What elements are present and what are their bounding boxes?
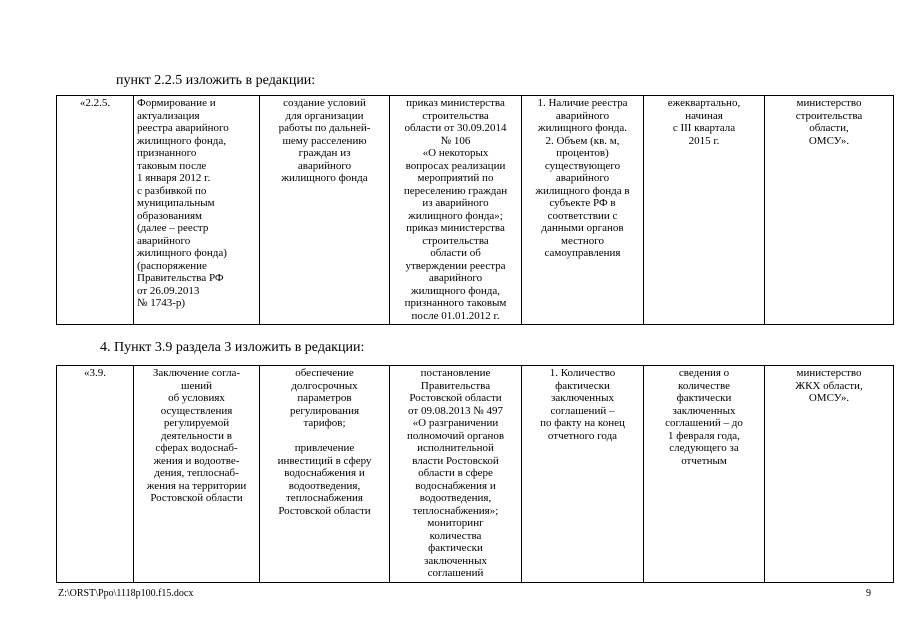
footer-file-path: Z:\ORST\Ppo\1118p100.f15.docx bbox=[58, 588, 194, 599]
section-heading-2-2-5: пункт 2.2.5 изложить в редакции: bbox=[116, 73, 316, 88]
responsible-cell: министерство ЖКХ области, ОМСУ». bbox=[765, 366, 894, 583]
table-row bbox=[57, 366, 894, 583]
indicator-cell: 1. Наличие реестра аварийного жилищного фонда. 2. Объем (кв. м, процентов) существующего аварийного жилищного фонда в субъекте РФ в соответствии с данными органов местного самоуправления bbox=[522, 96, 644, 325]
goal-cell: обеспечение долгосрочных параметров регулирования тарифов; привлечение инвестиций в сферу водоснабжения и водоотведения, теплоснабжения Ростовской области bbox=[260, 366, 390, 583]
deadline-cell: сведения о количестве фактически заключенных соглашений – до 1 февраля года, следующего за отчетным bbox=[644, 366, 765, 583]
item-number-cell: «2.2.5. bbox=[57, 96, 134, 325]
footer-page-number: 9 bbox=[866, 588, 871, 599]
table-item-2-2-5 bbox=[56, 95, 894, 325]
deadline-cell: ежеквартально, начиная с III квартала 2015 г. bbox=[644, 96, 765, 325]
table-row bbox=[57, 96, 894, 325]
measure-cell: Формирование и актуализация реестра аварийного жилищного фонда, признанного таковым после 1 января 2012 г. с разбивкой по муниципальным образованиям (далее – реестр аварийного жилищного фонда) (распоряжение Правительства РФ от 26.09.2013 № 1743-р) bbox=[134, 96, 260, 325]
legal-basis-cell: приказ министерства строительства области от 30.09.2014 № 106 «О некоторых вопросах реализации мероприятий по переселению граждан из аварийного жилищного фонда»; приказ министерства строительства области об утверждении реестра аварийного жилищного фонда, признанного таковым после 01.01.2012 г. bbox=[390, 96, 522, 325]
section-heading-3-9: 4. Пункт 3.9 раздела 3 изложить в редакции: bbox=[100, 340, 365, 355]
goal-cell: создание условий для организации работы по дальней- шему расселению граждан из аварийного жилищного фонда bbox=[260, 96, 390, 325]
legal-basis-cell: постановление Правительства Ростовской области от 09.08.2013 № 497 «О разграничении полномочий органов исполнительной власти Ростовской области в сфере водоснабжения и водоотведения, теплоснабжения»; мониторинг количества фактически заключенных соглашений bbox=[390, 366, 522, 583]
item-number-cell: «3.9. bbox=[57, 366, 134, 583]
indicator-cell: 1. Количество фактически заключенных соглашений – по факту на конец отчетного года bbox=[522, 366, 644, 583]
table-item-3-9 bbox=[56, 365, 894, 583]
responsible-cell: министерство строительства области, ОМСУ». bbox=[765, 96, 894, 325]
measure-cell: Заключение согла- шений об условиях осуществления регулируемой деятельности в сферах водоснаб- жения и водоотве- дения, теплоснаб- жения на территории Ростовской области bbox=[134, 366, 260, 583]
